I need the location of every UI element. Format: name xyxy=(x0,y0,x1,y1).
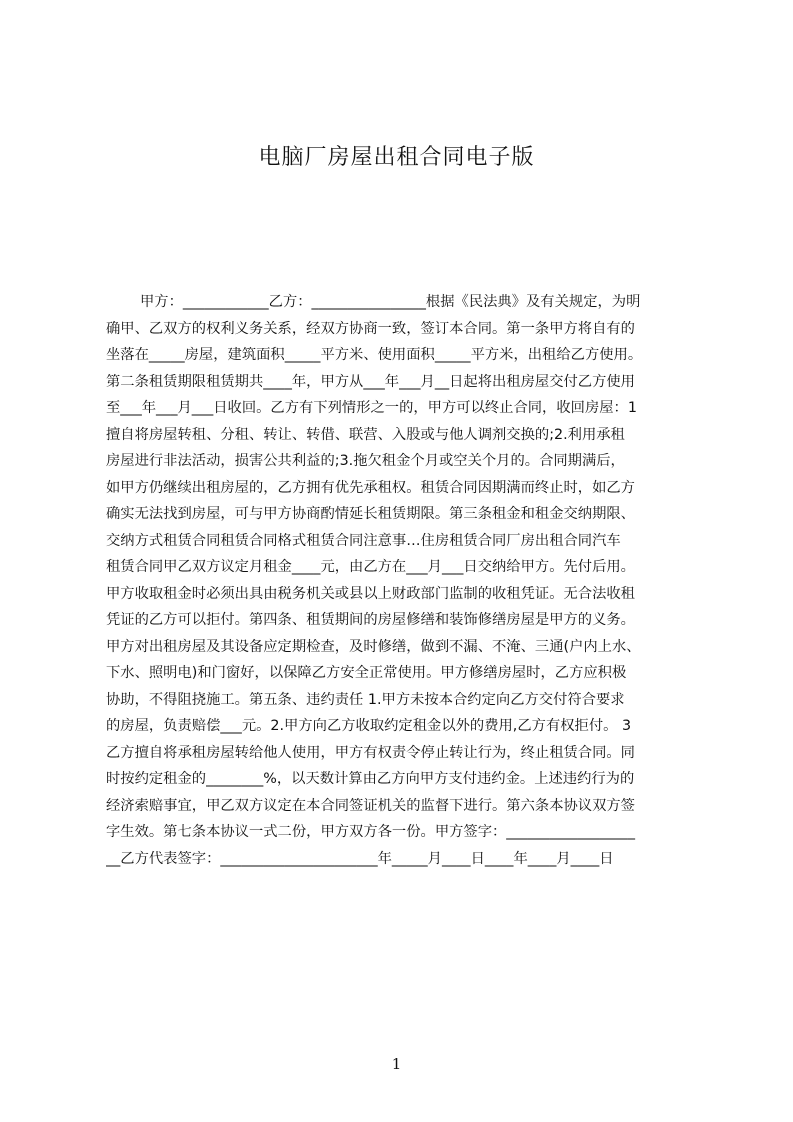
body-line: 擅自将房屋转租、分租、转让、转借、联营、入股或与他人调剂交换的;2.利用承租 xyxy=(106,426,625,443)
body-line: 交纳方式租赁合同租赁合同格式租赁合同注意事…住房租赁合同厂房出租合同汽车 xyxy=(106,532,621,549)
body-line: 经济索赔事宜，甲乙双方议定在本合同签证机关的监督下进行。第六条本协议双方签 xyxy=(106,797,635,814)
body-line: __乙方代表签字：______________________年_____月____日____年____月____日 xyxy=(106,850,614,867)
page-number: 1 xyxy=(391,1055,402,1073)
body-line: 确实无法找到房屋，可与甲方协商酌情延长租赁期限。第三条租金和租金交纳期限、 xyxy=(106,506,635,522)
body-line: 凭证的乙方可以拒付。第四条、租赁期间的房屋修缮和装饰修缮房屋是甲方的义务。 xyxy=(106,612,635,628)
body-line: 第二条租赁期限租赁期共____年，甲方从___年___月__日起将出租房屋交付乙方使用 xyxy=(106,373,635,390)
body-line: 确甲、乙双方的权利义务关系，经双方协商一致，签订本合同。第一条甲方将自有的 xyxy=(106,320,635,337)
body-line: 乙方擅自将承租房屋转给他人使用，甲方有权责令停止转让行为，终止租赁合同。同 xyxy=(106,744,635,761)
body-line: 甲方对出租房屋及其设备应定期检查，及时修缮，做到不漏、不淹、三通(户内上水、 xyxy=(106,638,641,655)
body-line: 时按约定租金的________%，以天数计算由乙方向甲方支付违约金。上述违约行为的 xyxy=(106,771,635,787)
body-line: 甲方：____________乙方：________________根据《民法典》及有关规定，为明 xyxy=(140,294,641,310)
contract-body xyxy=(106,289,699,872)
body-line: 坐落在_____房屋，建筑面积_____平方米、使用面积_____平方米，出租给乙方使用。 xyxy=(106,347,643,363)
body-line: 至___年___月___日收回。乙方有下列情形之一的，甲方可以终止合同，收回房屋：1 xyxy=(106,400,637,416)
body-line: 协助，不得阻挠施工。第五条、违约责任 1.甲方未按本合约定向乙方交付符合要求 xyxy=(106,691,625,708)
body-line: 下水、照明电)和门窗好，以保障乙方安全正常使用。甲方修缮房屋时，乙方应积极 xyxy=(106,665,627,681)
body-line: 的房屋，负责赔偿___元。2.甲方向乙方收取约定租金以外的费用,乙方有权拒付。 3 xyxy=(106,718,632,734)
body-line: 房屋进行非法活动，损害公共利益的;3.拖欠租金个月或空关个月的。合同期满后， xyxy=(106,453,625,469)
document-title: 电脑厂房屋出租合同电子版 xyxy=(258,145,535,170)
body-line: 如甲方仍继续出租房屋的，乙方拥有优先承租权。租赁合同因期满而终止时，如乙方 xyxy=(106,479,635,496)
body-line: 甲方收取租金时必须出具由税务机关或县以上财政部门监制的收租凭证。无合法收租 xyxy=(106,585,635,602)
body-line: 字生效。第七条本协议一式二份，甲方双方各一份。甲方签字：__________________ xyxy=(106,824,635,840)
body-line: 租赁合同甲乙双方议定月租金____元，由乙方在___月___日交纳给甲方。先付后用。 xyxy=(106,559,635,575)
